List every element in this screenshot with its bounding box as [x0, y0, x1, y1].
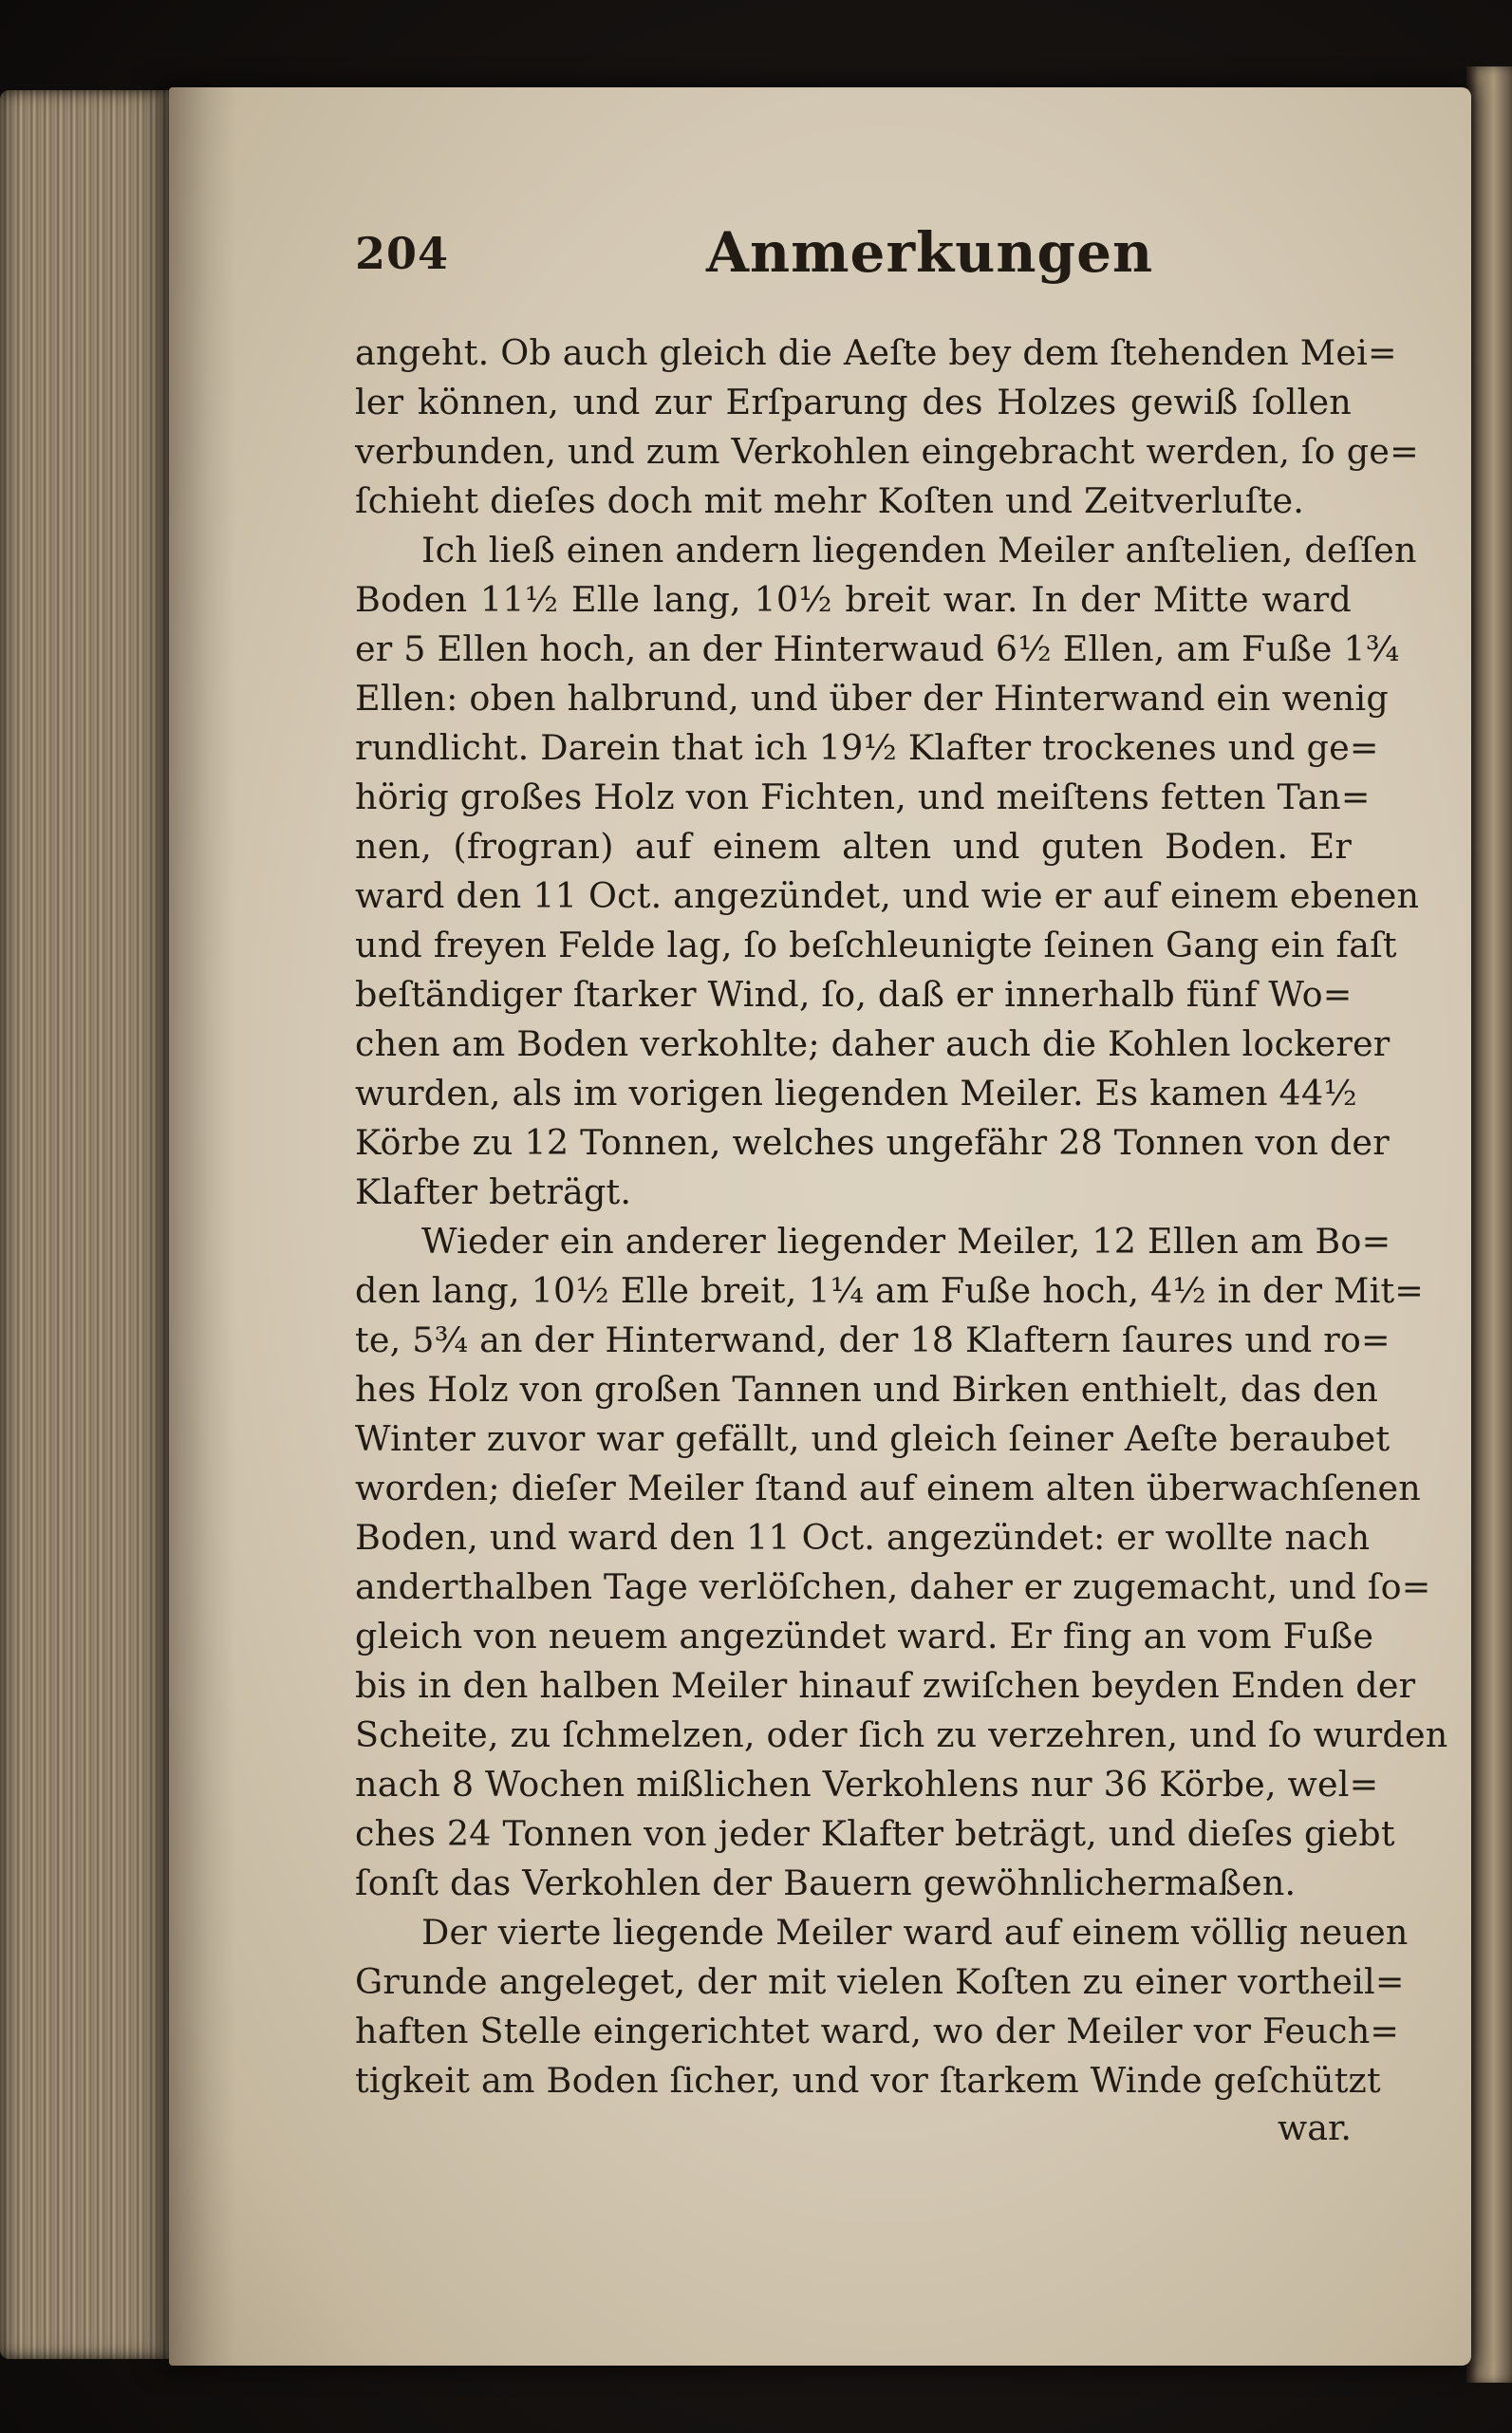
text-line: Scheite, zu ſchmelzen, oder ſich zu verzehren, und ſo wurden [355, 1714, 1448, 1755]
text-line: Ellen: oben halbrund, und über der Hinterwand ein wenig [355, 678, 1389, 719]
text-line: Der vierte liegende Meiler ward auf einem völlig neuen [421, 1912, 1409, 1953]
text-line: te, 5¾ an der Hinterwand, der 18 Klaftern ſaures und ro= [355, 1319, 1391, 1360]
running-head [355, 220, 1380, 308]
page-number: 204 [355, 228, 450, 279]
text-line: den lang, 10½ Elle breit, 1¼ am Fuße hoch, 4½ in der Mit= [355, 1270, 1425, 1311]
body-text [355, 328, 1448, 2105]
text-line: ches 24 Tonnen von jeder Klafter beträgt, und dieſes giebt [355, 1813, 1395, 1854]
text-line: hes Holz von großen Tannen und Birken enthielt, das den [355, 1369, 1379, 1410]
text-line: haften Stelle eingerichtet ward, wo der Meiler vor Feuch= [355, 2011, 1400, 2051]
text-line: angeht. Ob auch gleich die Aeſte bey dem ſtehenden Mei= [355, 332, 1397, 373]
text-line: wurden, als im vorigen liegenden Meiler. Es kamen 44½ [355, 1073, 1357, 1114]
text-line: Körbe zu 12 Tonnen, welches ungefähr 28 Tonnen von der [355, 1122, 1390, 1163]
text-line: Klafter beträgt. [355, 1171, 632, 1212]
text-line: Boden 11½ Elle lang, 10½ breit war. In der Mitte ward [355, 579, 1352, 620]
text-line: nen, (frogran) auf einem alten und guten Boden. Er [355, 826, 1352, 867]
text-line: Boden, und ward den 11 Oct. angezündet: er wollte nach [355, 1517, 1371, 1558]
text-line: rundlicht. Darein that ich 19½ Klafter trockenes und ge= [355, 727, 1379, 768]
next-page-edge [1466, 66, 1512, 2383]
gutter-shadow [169, 87, 235, 2366]
text-line: Winter zuvor war gefällt, und gleich ſeiner Aeſte beraubet [355, 1418, 1391, 1459]
text-line: und freyen Felde lag, ſo beſchleunigte ſeinen Gang ein faſt [355, 925, 1397, 965]
catchword: war. [1277, 2107, 1352, 2148]
text-line: ſonſt das Verkohlen der Bauern gewöhnlichermaßen. [355, 1862, 1297, 1903]
text-line: anderthalben Tage verlöſchen, daher er zugemacht, und ſo= [355, 1566, 1431, 1607]
text-line: worden; dieſer Meiler ſtand auf einem alten überwachſenen [355, 1468, 1422, 1508]
text-line: Grunde angeleget, der mit vielen Koſten zu einer vortheil= [355, 1961, 1405, 2002]
text-line: hörig großes Holz von Fichten, und meiſtens fetten Tan= [355, 777, 1371, 817]
text-line: gleich von neuem angezündet ward. Er fing an vom Fuße [355, 1616, 1374, 1656]
text-line: chen am Boden verkohlte; daher auch die Kohlen lockerer [355, 1023, 1391, 1064]
book-page-edges [0, 90, 180, 2359]
text-line: er 5 Ellen hoch, an der Hinterwaud 6½ Ellen, am Fuße 1¾ [355, 628, 1400, 669]
text-line: ler können, und zur Erſparung des Holzes gewiß ſollen [355, 382, 1352, 422]
text-line: nach 8 Wochen mißlichen Verkohlens nur 36 Körbe, wel= [355, 1764, 1379, 1805]
text-line: Ich ließ einen andern liegenden Meiler anſtelien, deſſen [421, 530, 1417, 571]
text-line: tigkeit am Boden ſicher, und vor ſtarkem Winde geſchützt [355, 2060, 1381, 2101]
text-line: bis in den halben Meiler hinauf zwiſchen beyden Enden der [355, 1665, 1416, 1706]
text-line: Wieder ein anderer liegender Meiler, 12 Ellen am Bo= [421, 1221, 1391, 1262]
text-line: beſtändiger ſtarker Wind, ſo, daß er innerhalb fünf Wo= [355, 974, 1353, 1015]
page-content [355, 220, 1448, 2151]
book-page [169, 87, 1471, 2366]
text-line: ward den 11 Oct. angezündet, und wie er auf einem ebenen [355, 875, 1420, 916]
text-line: ſchieht dieſes doch mit mehr Koſten und Zeitverluſte. [355, 480, 1305, 521]
running-head-title: Anmerkungen [706, 220, 1154, 285]
text-line: verbunden, und zum Verkohlen eingebracht werden, ſo ge= [355, 431, 1419, 472]
